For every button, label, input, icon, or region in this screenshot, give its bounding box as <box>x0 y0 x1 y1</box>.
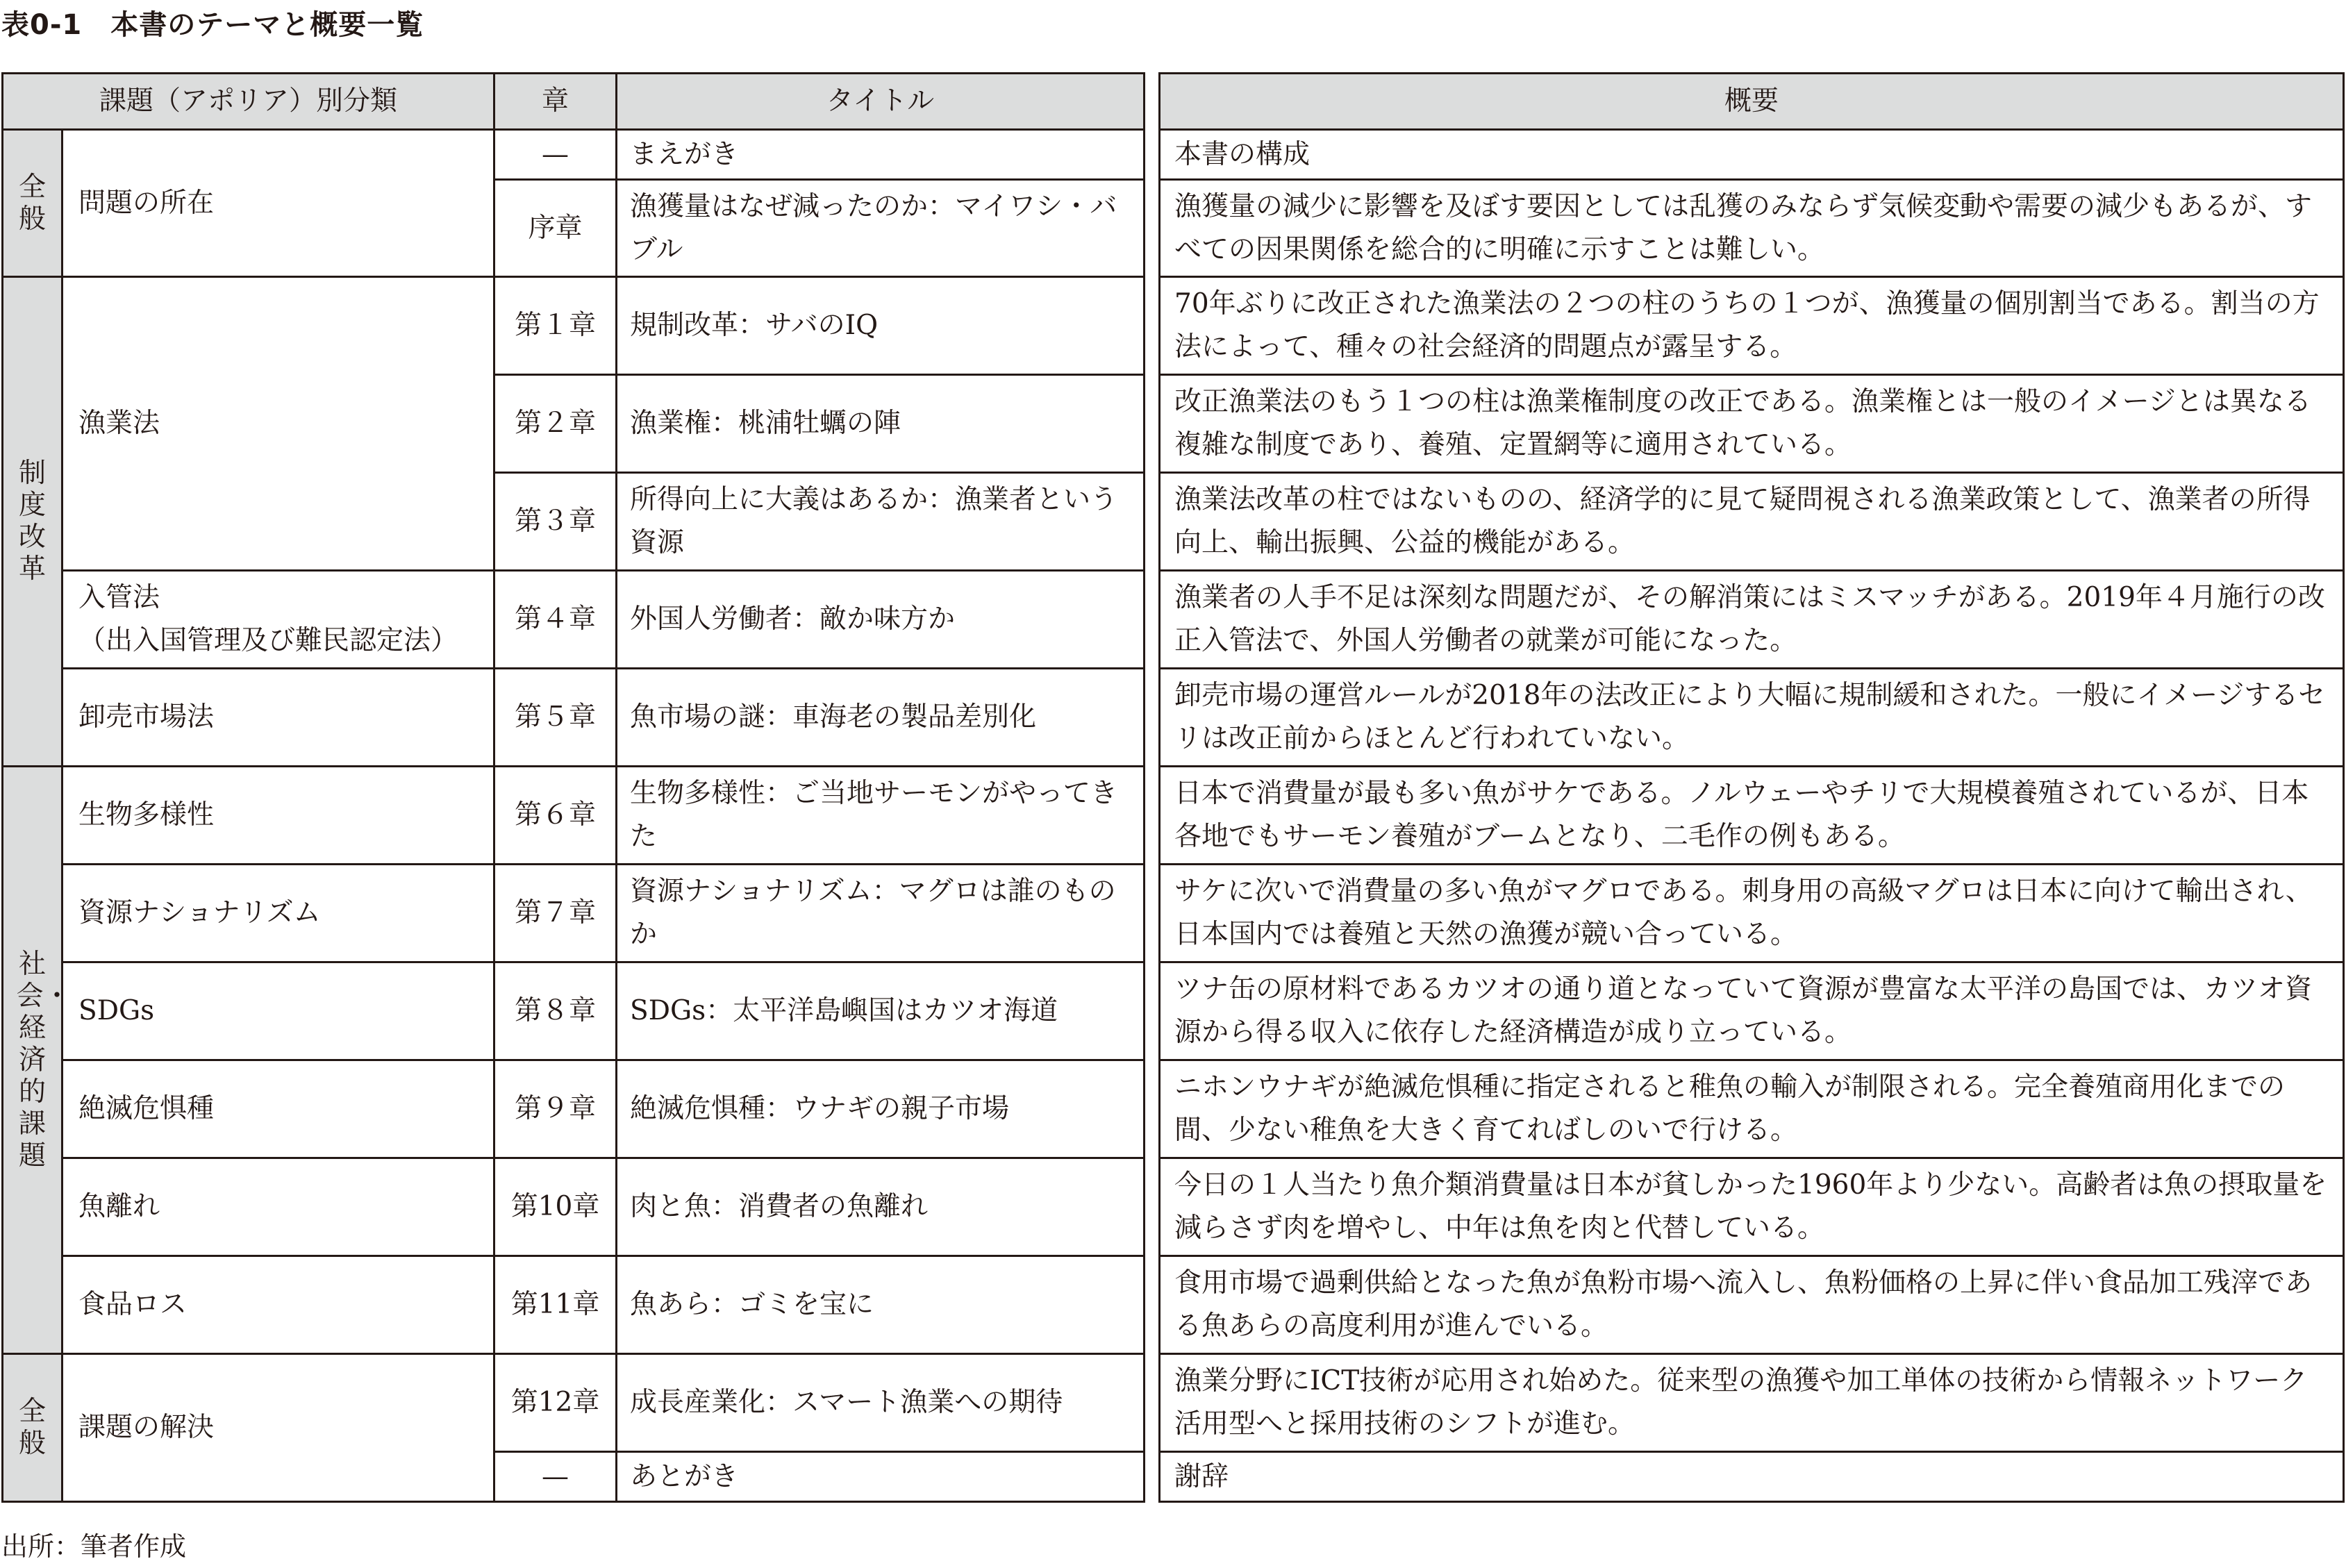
category-label: 社会・経済的課題 <box>16 948 71 1171</box>
title-cell: まえがき <box>617 130 1145 180</box>
header-chapter: 章 <box>494 74 617 130</box>
header-subject: 課題（アポリア）別分類 <box>3 74 494 130</box>
subject-cell: 問題の所在 <box>63 130 494 277</box>
chapter-cell: 第２章 <box>494 375 617 473</box>
title-cell: あとがき <box>617 1452 1145 1502</box>
summary-cell: 改正漁業法のもう１つの柱は漁業権制度の改正である。漁業権とは一般のイメージとは異なる複雑な制度であり、養殖、定置網等に適用されている。 <box>1160 375 2344 473</box>
category-cell <box>3 277 63 767</box>
summary-cell: 日本で消費量が最も多い魚がサケである。ノルウェーやチリで大規模養殖されているが、日本各地でもサーモン養殖がブームとなり、二毛作の例もある。 <box>1160 767 2344 865</box>
chapter-cell: 第５章 <box>494 669 617 767</box>
chapter-cell: 第１章 <box>494 277 617 375</box>
subject-cell: SDGs <box>63 962 494 1060</box>
summary-cell: 漁業者の人手不足は深刻な問題だが、その解消策にはミスマッチがある。2019年４月施行の改正入管法で、外国人労働者の就業が可能になった。 <box>1160 571 2344 669</box>
chapter-cell: 第11章 <box>494 1256 617 1354</box>
subject-cell: 生物多様性 <box>63 767 494 865</box>
subject-cell: 卸売市場法 <box>63 669 494 767</box>
title-cell: 魚あら：ゴミを宝に <box>617 1256 1145 1354</box>
title-cell: 規制改革：サバのIQ <box>617 277 1145 375</box>
header-title: タイトル <box>617 74 1145 130</box>
chapter-cell: 第10章 <box>494 1158 617 1256</box>
subject-cell: 資源ナショナリズム <box>63 865 494 962</box>
summary-cell: ニホンウナギが絶滅危惧種に指定されると稚魚の輸入が制限される。完全養殖商用化までの間、少ない稚魚を大きく育てればしのいで行ける。 <box>1160 1060 2344 1158</box>
title-cell: 絶滅危惧種：ウナギの親子市場 <box>617 1060 1145 1158</box>
subject-cell: 課題の解決 <box>63 1354 494 1502</box>
title-cell: 漁業権：桃浦牡蠣の陣 <box>617 375 1145 473</box>
summary-cell: 食用市場で過剰供給となった魚が魚粉市場へ流入し、魚粉価格の上昇に伴い食品加工残滓である魚あらの高度利用が進んでいる。 <box>1160 1256 2344 1354</box>
summary-cell: 卸売市場の運営ルールが2018年の法改正により大幅に規制緩和された。一般にイメージするセリは改正前からほとんど行われていない。 <box>1160 669 2344 767</box>
category-cell <box>3 1354 63 1502</box>
category-label: 全般 <box>18 1396 46 1459</box>
chapter-cell: 第６章 <box>494 767 617 865</box>
subject-cell: 漁業法 <box>63 277 494 571</box>
subject-cell: 入管法 （出入国管理及び難民認定法） <box>63 571 494 669</box>
summary-cell: 漁獲量の減少に影響を及ぼす要因としては乱獲のみならず気候変動や需要の減少もあるが、すべての因果関係を総合的に明確に示すことは難しい。 <box>1160 180 2344 277</box>
title-cell: 魚市場の謎：車海老の製品差別化 <box>617 669 1145 767</box>
summary-cell: 漁業分野にICT技術が応用され始めた。従来型の漁獲や加工単体の技術から情報ネットワーク活用型へと採用技術のシフトが進む。 <box>1160 1354 2344 1452</box>
summary-cell: ツナ缶の原材料であるカツオの通り道となっていて資源が豊富な太平洋の島国では、カツオ資源から得る収入に依存した経済構造が成り立っている。 <box>1160 962 2344 1060</box>
title-cell: 漁獲量はなぜ減ったのか：マイワシ・バブル <box>617 180 1145 277</box>
header-summary: 概要 <box>1160 74 2344 130</box>
source-note: 出所：筆者作成 <box>1 1531 187 1562</box>
chapter-cell: 第12章 <box>494 1354 617 1452</box>
chapter-cell: 第９章 <box>494 1060 617 1158</box>
summary-cell: 70年ぶりに改正された漁業法の２つの柱のうちの１つが、漁獲量の個別割当である。割当の方法によって、種々の社会経済的問題点が露呈する。 <box>1160 277 2344 375</box>
chapter-cell: 序章 <box>494 180 617 277</box>
chapter-cell: 第３章 <box>494 473 617 571</box>
chapter-cell: 第８章 <box>494 962 617 1060</box>
title-cell: 外国人労働者：敵か味方か <box>617 571 1145 669</box>
category-label: 全般 <box>18 171 46 235</box>
table-caption: 表0-1 本書のテーマと概要一覧 <box>1 9 424 41</box>
subject-cell: 魚離れ <box>63 1158 494 1256</box>
chapter-cell: — <box>494 1452 617 1502</box>
title-cell: 資源ナショナリズム：マグロは誰のものか <box>617 865 1145 962</box>
chapter-cell: 第４章 <box>494 571 617 669</box>
summary-cell: 本書の構成 <box>1160 130 2344 180</box>
summary-cell: 今日の１人当たり魚介類消費量は日本が貧しかった1960年より少ない。高齢者は魚の摂取量を減らさず肉を増やし、中年は魚を肉と代替している。 <box>1160 1158 2344 1256</box>
title-cell: 成長産業化：スマート漁業への期待 <box>617 1354 1145 1452</box>
title-cell: 所得向上に大義はあるか：漁業者という資源 <box>617 473 1145 571</box>
summary-cell: サケに次いで消費量の多い魚がマグロである。刺身用の高級マグロは日本に向けて輸出され、日本国内では養殖と天然の漁獲が競い合っている。 <box>1160 865 2344 962</box>
category-cell <box>3 130 63 277</box>
summary-cell: 漁業法改革の柱ではないものの、経済学的に見て疑問視される漁業政策として、漁業者の所得向上、輸出振興、公益的機能がある。 <box>1160 473 2344 571</box>
category-cell <box>3 767 71 1354</box>
title-cell: SDGs：太平洋島嶼国はカツオ海道 <box>617 962 1145 1060</box>
subject-cell: 絶滅危惧種 <box>63 1060 494 1158</box>
summary-table <box>1158 72 2345 1503</box>
title-cell: 肉と魚：消費者の魚離れ <box>617 1158 1145 1256</box>
subject-cell: 食品ロス <box>63 1256 494 1354</box>
title-cell: 生物多様性：ご当地サーモンがやってきた <box>617 767 1145 865</box>
chapter-cell: 第７章 <box>494 865 617 962</box>
chapter-cell: — <box>494 130 617 180</box>
summary-cell: 謝辞 <box>1160 1452 2344 1502</box>
category-label: 制度改革 <box>18 458 46 585</box>
classification-table <box>1 72 1145 1503</box>
